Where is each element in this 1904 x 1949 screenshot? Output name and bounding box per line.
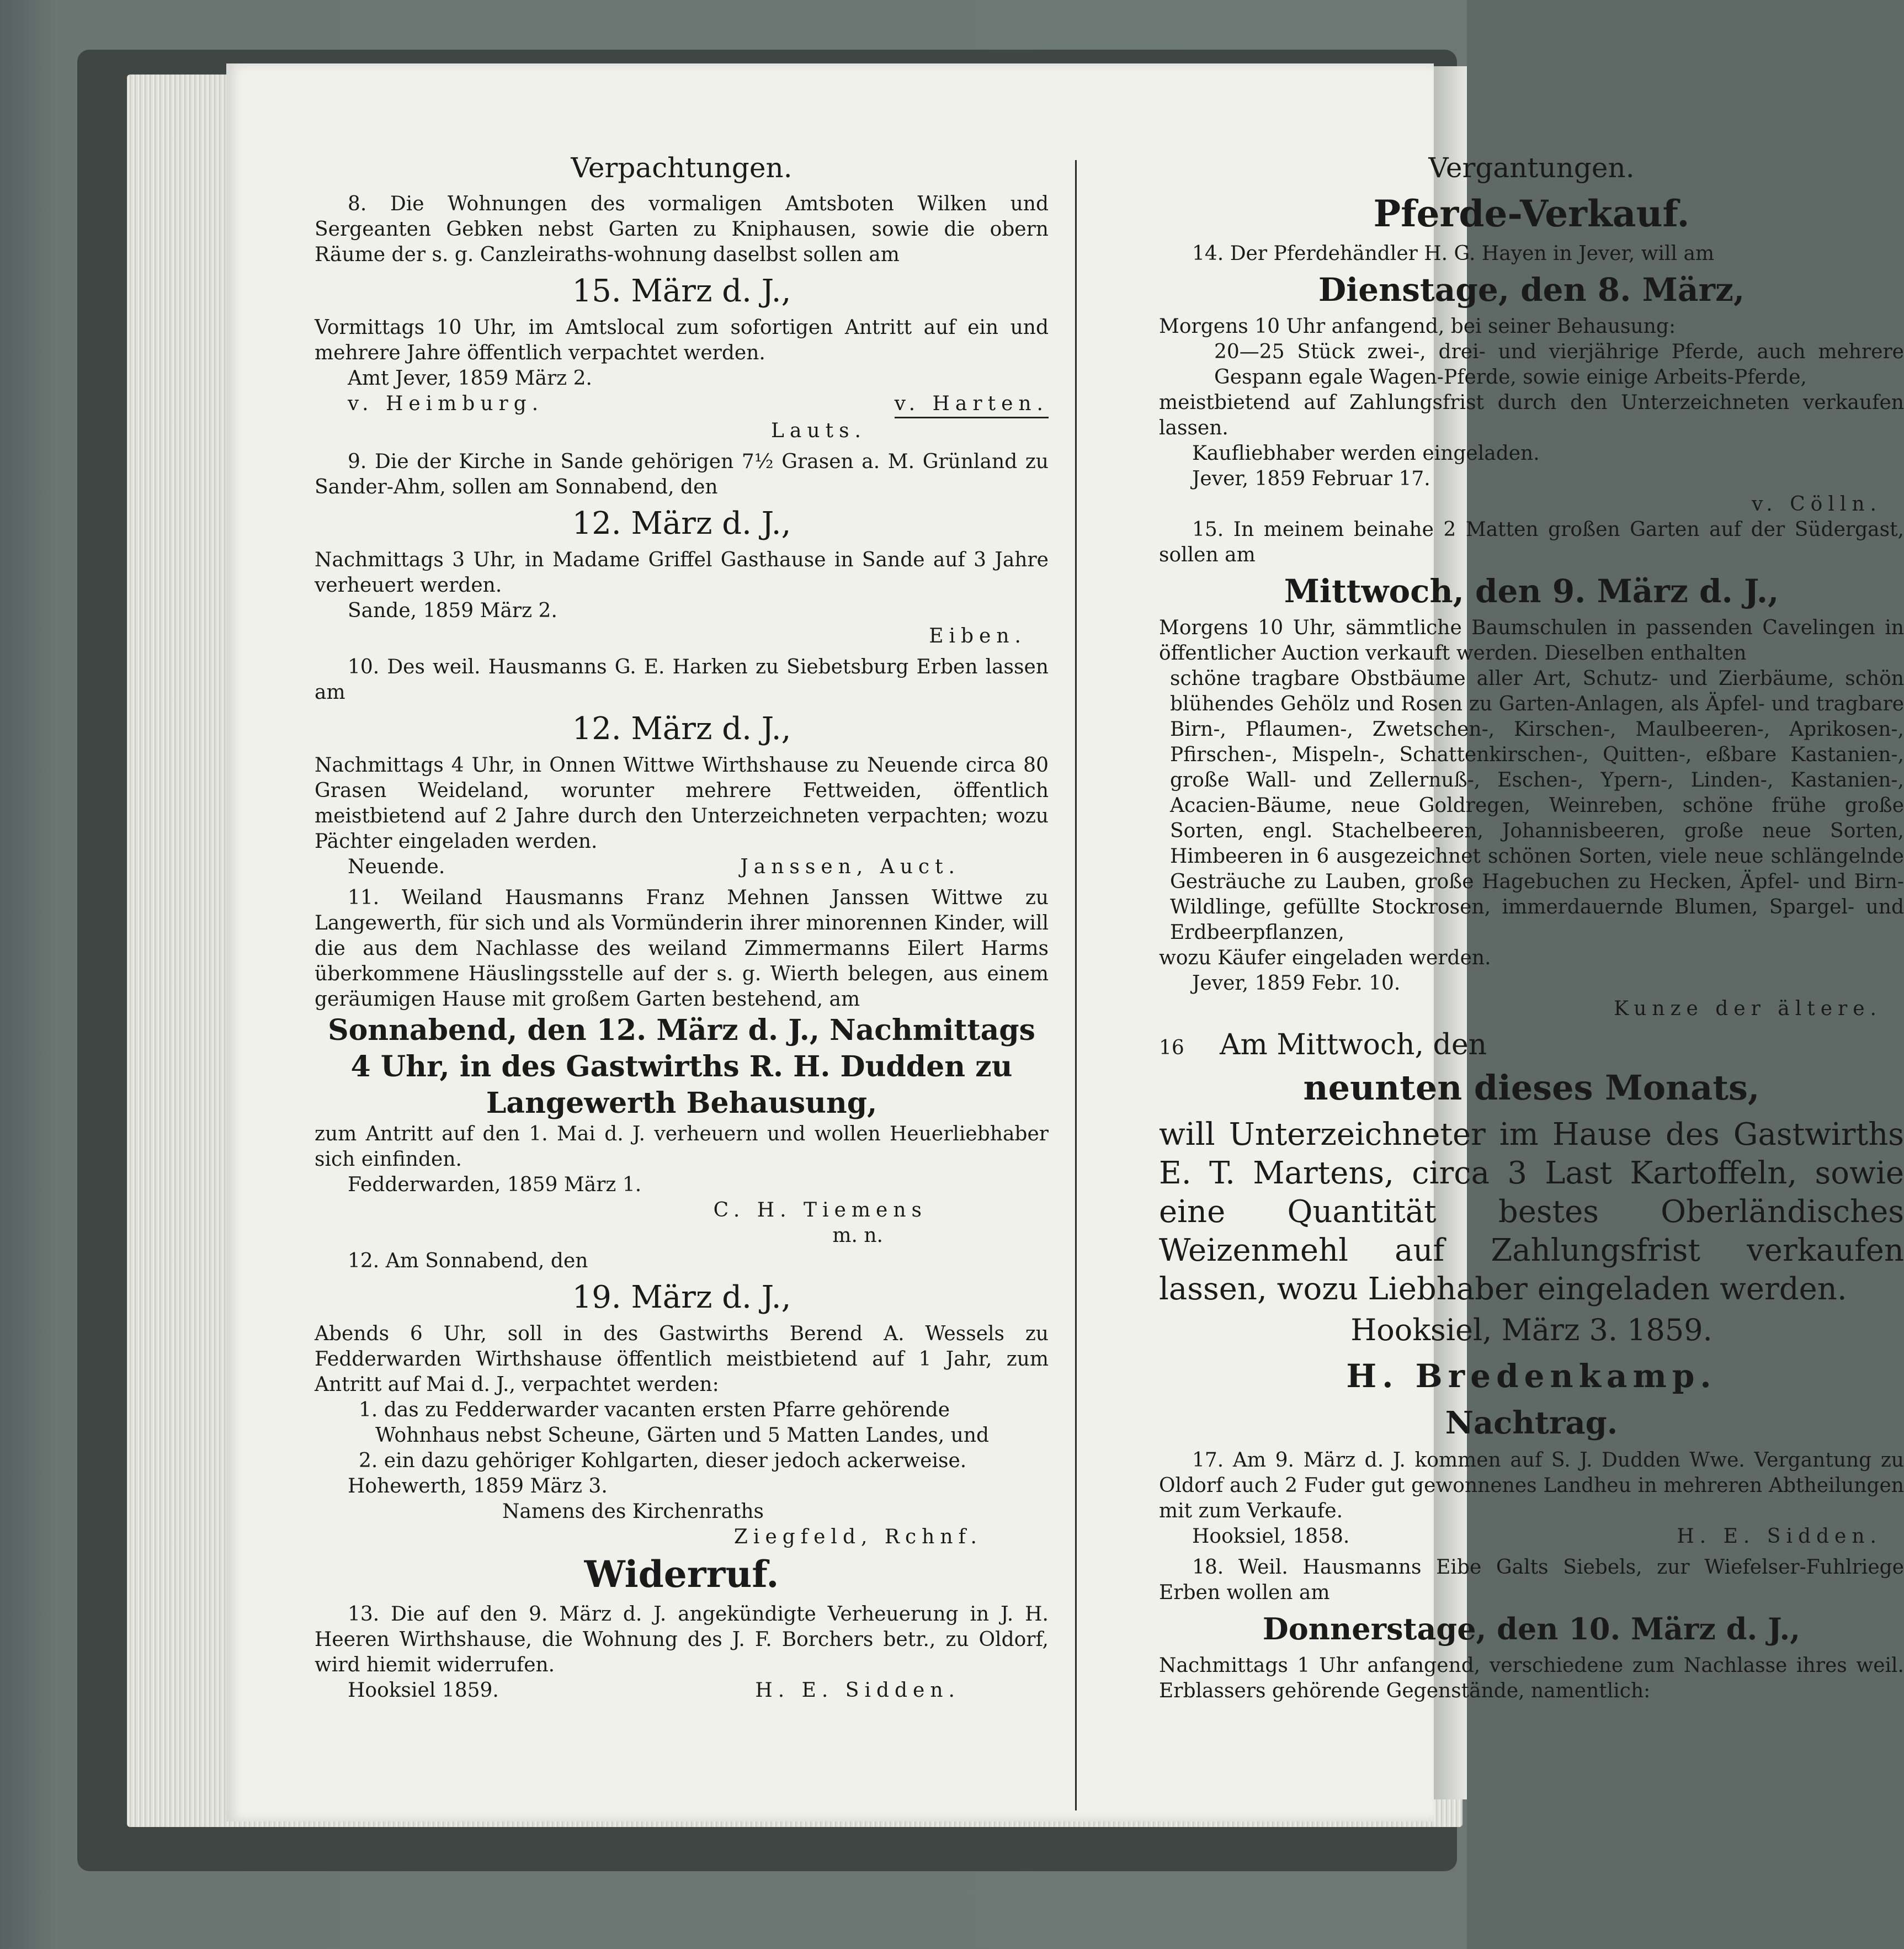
section-heading-widerruf: Widerruf. (584, 1553, 779, 1596)
notice-8-sig2: v. Harten. (895, 391, 1049, 418)
notice-15-text3: schöne tragbare Obstbäume aller Art, Schutz- und Zierbäume, schön blühendes Gehölz und Rosen zu Garten-Anlagen, als Äpfel- und tragbare Birn-, Pflaumen-, Zwetschen-, Kirschen-, Maulbeeren-, Aprikosen-, Pfirschen-, Mispeln-, Schattenkirschen-, Quitten-, eßbare Kastanien-, große Wall- und Zellernuß-, Eschen-, Ypern-, Linden-, Kastanien-, Acacien-Bäume, neue Goldregen, Weinreben, schöne frühe große Sorten, engl. Stachelbeeren, Johannisbeeren, große neue Sorten, Himbeeren in 6 ausgezeichnet schönen Sorten, viele neue schlängelnde Gesträuche zu Lauben, große Hagebuchen zu Hecken, Äpfel- und Birn-Wildlinge, gefüllte Stockrosen, immerdauernde Blumen, Spargel- und Erdbeerpflanzen, (1170, 667, 1904, 944)
section-heading-nachtrag: Nachtrag. (1445, 1405, 1618, 1441)
notice-8-date: 15. März d. J., (572, 273, 791, 309)
notice-16-header (1159, 1026, 1904, 1064)
notice-18-text: 18. Weil. Hausmanns Eibe Galts Siebels, zur Wiefelser-Fuhlriege Erben wollen am (1159, 1556, 1904, 1604)
notice-8-sig1: v. Heimburg. (348, 392, 544, 415)
notice-10-sig: Janssen, Auct. (740, 856, 960, 878)
notice-8-text2: Vormittags 10 Uhr, im Amtslocal zum sofortigen Antritt auf ein und mehrere Jahre öffentlich verpachtet werden. (315, 316, 1049, 364)
notice-17-sig: H. E. Sidden. (1677, 1525, 1882, 1548)
notice-11-bold: Sonnabend, den 12. März d. J., Nachmittags 4 Uhr, in des Gastwirths R. H. Dudden zu Langewerth Behausung, (328, 1013, 1035, 1120)
notice-14-text: 14. Der Pferdehändler H. G. Hayen in Jever, will am (1192, 242, 1715, 265)
notice-10-text: 10. Des weil. Hausmanns G. E. Harken zu Siebetsburg Erben lassen am (315, 656, 1049, 704)
right-column (1159, 146, 1904, 1704)
notice-10-signature (315, 854, 1049, 880)
notice-12-date: 19. März d. J., (572, 1279, 791, 1315)
notice-15-text2: Morgens 10 Uhr, sämmtliche Baumschulen in passenden Cavelingen in öffentlicher Auction verkauft werden. Dieselben enthalten (1159, 617, 1904, 665)
notice-13-sig: H. E. Sidden. (755, 1679, 960, 1702)
notice-9-text2: Nachmittags 3 Uhr, in Madame Griffel Gasthause in Sande auf 3 Jahre verheuert werden. (315, 549, 1049, 597)
notice-11-place: Fedderwarden, 1859 März 1. (348, 1173, 642, 1196)
notice-14-date: Dienstage, den 8. März, (1318, 271, 1745, 309)
notice-12-sig2: Ziegfeld, Rchnf. (733, 1526, 982, 1548)
notice-9-place: Sande, 1859 März 2. (348, 599, 557, 622)
column-divider (1075, 160, 1077, 1810)
notice-13-text: 13. Die auf den 9. März d. J. angekündigte Verheuerung in J. H. Heeren Wirthshause, die Wohnung des J. F. Borchers betr., zu Oldorf, wird hiemit widerrufen. (315, 1603, 1049, 1676)
notice-16-place: Hooksiel, März 3. 1859. (1350, 1313, 1712, 1347)
notice-15-text4: wozu Käufer eingeladen werden. (1159, 947, 1491, 969)
notice-14-text5: Kaufliebhaber werden eingeladen. (1192, 442, 1540, 465)
notice-9-date: 12. März d. J., (572, 506, 791, 541)
notice-8-signatures (315, 391, 1049, 418)
notice-16-sig: H. Bredenkamp. (1346, 1357, 1717, 1395)
book-page (226, 63, 1904, 1821)
section-heading-verpachtungen: Verpachtungen. (571, 152, 793, 184)
notice-12-text: 12. Am Sonnabend, den (348, 1250, 588, 1272)
notice-10-date: 12. März d. J., (572, 711, 791, 747)
notice-8-text: 8. Die Wohnungen des vormaligen Amtsboten Wilken und Sergeanten Gebken nebst Garten zu Kniphausen, sowie die obern Räume der s. g. Canzleiraths-wohnung daselbst sollen am (315, 193, 1049, 266)
notice-12-list (315, 1398, 1049, 1474)
notice-10-text2: Nachmittags 4 Uhr, in Onnen Wittwe Wirthshause zu Neuende circa 80 Grasen Weideland, worunter mehrere Fettweiden, öffentlich meistbietend auf 2 Jahre durch den Unterzeichneten verpachten; wozu Pächter eingeladen werden. (315, 754, 1049, 853)
notice-15-text: 15. In meinem beinahe 2 Matten großen Garten auf der Südergast, sollen am (1159, 518, 1904, 566)
notice-12-item1: 1. das zu Fedderwarder vacanten ersten Pfarre gehörende Wohnhaus nebst Scheune, Gärten und 5 Matten Landes, und (359, 1399, 990, 1447)
notice-14-text2: Morgens 10 Uhr anfangend, bei seiner Behausung: (1159, 315, 1676, 338)
section-heading-pferde-verkauf: Pferde-Verkauf. (1373, 192, 1690, 235)
notice-16-line1: Am Mittwoch, den (1220, 1028, 1487, 1061)
notice-8-sig3: Lauts. (771, 419, 866, 442)
notice-11-sig: C. H. Tiemens (713, 1199, 927, 1222)
notice-12-sig1: Namens des Kirchenraths (502, 1500, 764, 1523)
notice-17-text: 17. Am 9. März d. J. kommen auf S. J. Dudden Wwe. Vergantung zu Oldorf auch 2 Fuder gut gewonnenes Landheu in mehreren Abtheilungen mit zum Verkaufe. (1159, 1449, 1904, 1522)
notice-18-text2: Nachmittags 1 Uhr anfangend, verschiedene zum Nachlasse ihres weil. Erblassers gehörende Gegenstände, namentlich: (1159, 1654, 1904, 1702)
notice-16-text: will Unterzeichneter im Hause des Gastwirths E. T. Martens, circa 3 Last Kartoffeln, sowie eine Quantität bestes Oberländisches Weizenmehl auf Zahlungsfrist verkaufen lassen, wozu Liebhaber eingeladen werden. (1159, 1117, 1904, 1307)
notice-17-place: Hooksiel, 1858. (1192, 1525, 1350, 1548)
notice-11-sig2: m. n. (832, 1224, 883, 1247)
notice-14-place: Jever, 1859 Februar 17. (1192, 468, 1430, 490)
left-column (315, 146, 1049, 1703)
notice-13-place: Hooksiel 1859. (348, 1679, 499, 1702)
notice-10-place: Neuende. (348, 856, 445, 878)
notice-11-text2: zum Antritt auf den 1. Mai d. J. verheuern und wollen Heuerliebhaber sich einfinden. (315, 1123, 1049, 1171)
notice-13-signature (315, 1678, 1049, 1703)
notice-9-text: 9. Die der Kirche in Sande gehörigen 7½ Grasen a. M. Grünland zu Sander-Ahm, sollen am Sonnabend, den (315, 450, 1049, 498)
notice-16-number: 16 (1159, 1037, 1184, 1059)
notice-18-date: Donnerstage, den 10. März d. J., (1262, 1611, 1801, 1647)
notice-15-date: Mittwoch, den 9. März d. J., (1284, 572, 1779, 610)
notice-14-text4: meistbietend auf Zahlungsfrist durch den Unterzeichneten verkaufen lassen. (1159, 391, 1904, 439)
notice-17-signature (1159, 1524, 1904, 1549)
notice-9-sig: Eiben. (929, 625, 1027, 647)
notice-15-sig: Kunze der ältere. (1614, 997, 1882, 1020)
notice-8-place: Amt Jever, 1859 März 2. (348, 367, 592, 390)
notice-14-text3: 20—25 Stück zwei-, drei- und vierjährige Pferde, auch mehrere Gespann egale Wagen-Pferde, sowie einige Arbeits-Pferde, (1214, 341, 1904, 389)
notice-11-text: 11. Weiland Hausmanns Franz Mehnen Janssen Wittwe zu Langewerth, für sich und als Vormünderin ihrer minorennen Kinder, will die aus dem Nachlasse des weiland Zimmermanns Eilert Harms überkommene Häuslingsstelle auf der s. g. Wierth belegen, aus einem geräumigen Hause mit großem Garten bestehend, am (315, 886, 1049, 1011)
notice-15-place: Jever, 1859 Febr. 10. (1192, 972, 1401, 995)
notice-12-place: Hohewerth, 1859 März 3. (348, 1475, 608, 1497)
notice-12-item2: 2. ein dazu gehöriger Kohlgarten, dieser jedoch ackerweise. (359, 1449, 967, 1472)
notice-16-line2: neunten dieses Monats, (1303, 1068, 1760, 1108)
notice-14-sig: v. Cölln. (1752, 493, 1882, 516)
section-heading-vergantungen: Vergantungen. (1428, 152, 1635, 184)
notice-12-text2: Abends 6 Uhr, soll in des Gastwirths Berend A. Wessels zu Fedderwarden Wirthshause öffentlich meistbietend auf 1 Jahr, zum Antritt auf Mai d. J., verpachtet werden: (315, 1323, 1049, 1396)
